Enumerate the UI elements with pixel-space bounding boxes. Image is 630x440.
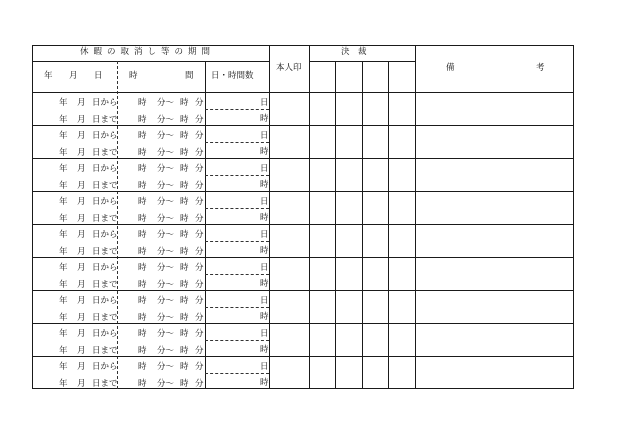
border-left [32, 45, 33, 389]
from-label: 日から [92, 296, 118, 306]
hour-label: 時 [180, 362, 189, 372]
year-label: 年 [59, 247, 68, 257]
remarks-col-2: 考 [536, 63, 545, 73]
hour-label: 時 [138, 247, 147, 257]
until-label: 日まで [92, 280, 118, 290]
minute-to-label: 分〜 [157, 230, 175, 240]
minute-to-label: 分〜 [157, 197, 175, 207]
hour-label: 時 [138, 280, 147, 290]
year-label: 年 [59, 164, 68, 174]
hour-label: 時 [180, 181, 189, 191]
border-top [32, 45, 574, 46]
days-hours-divider [205, 274, 269, 275]
until-label: 日まで [92, 247, 118, 257]
from-label: 日から [92, 197, 118, 207]
hour-unit-label: 時 [260, 279, 269, 289]
minute-label: 分 [195, 296, 204, 306]
year-label: 年 [59, 148, 68, 158]
hour-label: 時 [138, 197, 147, 207]
hour-unit-label: 時 [260, 246, 269, 256]
hour-unit-label: 時 [260, 213, 269, 223]
col-sep-period-end [269, 45, 270, 389]
day-unit-label: 日 [260, 263, 269, 273]
year-label: 年 [59, 346, 68, 356]
day-unit-label: 日 [260, 197, 269, 207]
days-hours-col: 日・時間数 [211, 71, 254, 81]
month-label: 月 [77, 115, 86, 125]
days-hours-divider [205, 109, 269, 110]
year-label: 年 [59, 280, 68, 290]
row-separator [32, 191, 574, 192]
minute-label: 分 [195, 230, 204, 240]
minute-label: 分 [195, 379, 204, 389]
minute-to-label: 分〜 [157, 362, 175, 372]
hour-label: 時 [138, 148, 147, 158]
row-separator [32, 356, 574, 357]
day-unit-label: 日 [260, 98, 269, 108]
from-label: 日から [92, 362, 118, 372]
period-title: 休暇の取消し等の期間 [80, 47, 216, 57]
remarks-col-1: 備 [446, 63, 455, 73]
hour-label: 時 [180, 148, 189, 158]
month-label: 月 [77, 362, 86, 372]
seal-col: 本人印 [276, 63, 302, 73]
date-col-day: 日 [94, 71, 103, 81]
month-label: 月 [77, 247, 86, 257]
minute-label: 分 [195, 148, 204, 158]
minute-to-label: 分〜 [157, 131, 175, 141]
day-unit-label: 日 [260, 362, 269, 372]
hour-label: 時 [180, 313, 189, 323]
hour-label: 時 [180, 197, 189, 207]
month-label: 月 [77, 98, 86, 108]
month-label: 月 [77, 280, 86, 290]
row-separator [32, 125, 574, 126]
days-hours-divider [205, 241, 269, 242]
month-label: 月 [77, 313, 86, 323]
year-label: 年 [59, 230, 68, 240]
days-hours-divider [205, 373, 269, 374]
minute-to-label: 分〜 [157, 115, 175, 125]
minute-to-label: 分〜 [157, 214, 175, 224]
hour-label: 時 [138, 115, 147, 125]
hour-label: 時 [138, 230, 147, 240]
hour-label: 時 [138, 296, 147, 306]
hour-label: 時 [180, 214, 189, 224]
minute-to-label: 分〜 [157, 346, 175, 356]
hour-unit-label: 時 [260, 147, 269, 157]
col-sep-approval-2 [362, 61, 363, 389]
minute-to-label: 分〜 [157, 313, 175, 323]
minute-label: 分 [195, 247, 204, 257]
from-label: 日から [92, 98, 118, 108]
month-label: 月 [77, 164, 86, 174]
date-col-month: 月 [69, 71, 78, 81]
month-label: 月 [77, 379, 86, 389]
hour-unit-label: 時 [260, 345, 269, 355]
hour-label: 時 [180, 346, 189, 356]
hour-label: 時 [138, 346, 147, 356]
header-bottom [32, 92, 574, 93]
hour-label: 時 [138, 214, 147, 224]
days-hours-divider [205, 142, 269, 143]
month-label: 月 [77, 148, 86, 158]
month-label: 月 [77, 131, 86, 141]
hour-label: 時 [138, 164, 147, 174]
row-separator [32, 257, 574, 258]
day-unit-label: 日 [260, 296, 269, 306]
minute-label: 分 [195, 164, 204, 174]
minute-to-label: 分〜 [157, 148, 175, 158]
hour-label: 時 [138, 379, 147, 389]
minute-label: 分 [195, 329, 204, 339]
from-label: 日から [92, 164, 118, 174]
days-hours-divider [205, 340, 269, 341]
hour-label: 時 [180, 247, 189, 257]
until-label: 日まで [92, 115, 118, 125]
minute-label: 分 [195, 280, 204, 290]
year-label: 年 [59, 362, 68, 372]
minute-to-label: 分〜 [157, 379, 175, 389]
year-label: 年 [59, 329, 68, 339]
hour-label: 時 [180, 164, 189, 174]
col-sep-remarks [415, 45, 416, 389]
year-label: 年 [59, 131, 68, 141]
minute-label: 分 [195, 181, 204, 191]
row-separator [32, 290, 574, 291]
border-right [573, 45, 574, 389]
hour-label: 時 [138, 181, 147, 191]
days-hours-divider [205, 307, 269, 308]
until-label: 日まで [92, 379, 118, 389]
year-label: 年 [59, 296, 68, 306]
month-label: 月 [77, 329, 86, 339]
hour-label: 時 [180, 379, 189, 389]
date-col-year: 年 [44, 71, 53, 81]
month-label: 月 [77, 197, 86, 207]
hour-label: 時 [180, 263, 189, 273]
year-label: 年 [59, 214, 68, 224]
year-label: 年 [59, 197, 68, 207]
hour-label: 時 [180, 296, 189, 306]
minute-to-label: 分〜 [157, 329, 175, 339]
month-label: 月 [77, 230, 86, 240]
minute-to-label: 分〜 [157, 98, 175, 108]
row-separator [32, 224, 574, 225]
col-sep-approval-3 [388, 61, 389, 389]
minute-label: 分 [195, 346, 204, 356]
month-label: 月 [77, 263, 86, 273]
col-sep-seal-end [309, 45, 310, 389]
minute-label: 分 [195, 115, 204, 125]
hour-label: 時 [180, 131, 189, 141]
year-label: 年 [59, 115, 68, 125]
time-col-hour: 時 [129, 71, 138, 81]
time-col-span: 間 [185, 71, 194, 81]
minute-label: 分 [195, 313, 204, 323]
hour-label: 時 [180, 280, 189, 290]
hour-label: 時 [180, 115, 189, 125]
minute-label: 分 [195, 214, 204, 224]
period-title-underline [32, 61, 269, 62]
days-hours-divider [205, 208, 269, 209]
minute-label: 分 [195, 197, 204, 207]
hour-label: 時 [138, 362, 147, 372]
minute-to-label: 分〜 [157, 296, 175, 306]
until-label: 日まで [92, 214, 118, 224]
month-label: 月 [77, 296, 86, 306]
minute-to-label: 分〜 [157, 181, 175, 191]
approval-col: 決 裁 [341, 47, 367, 57]
year-label: 年 [59, 263, 68, 273]
minute-label: 分 [195, 131, 204, 141]
row-separator [32, 323, 574, 324]
from-label: 日から [92, 131, 118, 141]
hour-unit-label: 時 [260, 378, 269, 388]
hour-label: 時 [138, 131, 147, 141]
until-label: 日まで [92, 181, 118, 191]
minute-label: 分 [195, 362, 204, 372]
until-label: 日まで [92, 346, 118, 356]
hour-unit-label: 時 [260, 114, 269, 124]
month-label: 月 [77, 346, 86, 356]
hour-unit-label: 時 [260, 312, 269, 322]
from-label: 日から [92, 329, 118, 339]
hour-label: 時 [138, 98, 147, 108]
month-label: 月 [77, 181, 86, 191]
day-unit-label: 日 [260, 131, 269, 141]
until-label: 日まで [92, 148, 118, 158]
minute-to-label: 分〜 [157, 247, 175, 257]
day-unit-label: 日 [260, 164, 269, 174]
minute-label: 分 [195, 98, 204, 108]
month-label: 月 [77, 214, 86, 224]
hour-unit-label: 時 [260, 180, 269, 190]
day-unit-label: 日 [260, 230, 269, 240]
hour-label: 時 [138, 263, 147, 273]
col-sep-approval-1 [335, 61, 336, 389]
days-hours-divider [205, 175, 269, 176]
hour-label: 時 [180, 329, 189, 339]
year-label: 年 [59, 313, 68, 323]
hour-label: 時 [138, 313, 147, 323]
leave-cancellation-form [32, 45, 574, 389]
from-label: 日から [92, 230, 118, 240]
minute-to-label: 分〜 [157, 164, 175, 174]
until-label: 日まで [92, 313, 118, 323]
minute-label: 分 [195, 263, 204, 273]
hour-label: 時 [138, 329, 147, 339]
year-label: 年 [59, 98, 68, 108]
minute-to-label: 分〜 [157, 263, 175, 273]
hour-label: 時 [180, 98, 189, 108]
year-label: 年 [59, 379, 68, 389]
minute-to-label: 分〜 [157, 280, 175, 290]
row-separator [32, 158, 574, 159]
day-unit-label: 日 [260, 329, 269, 339]
hour-label: 時 [180, 230, 189, 240]
from-label: 日から [92, 263, 118, 273]
year-label: 年 [59, 181, 68, 191]
